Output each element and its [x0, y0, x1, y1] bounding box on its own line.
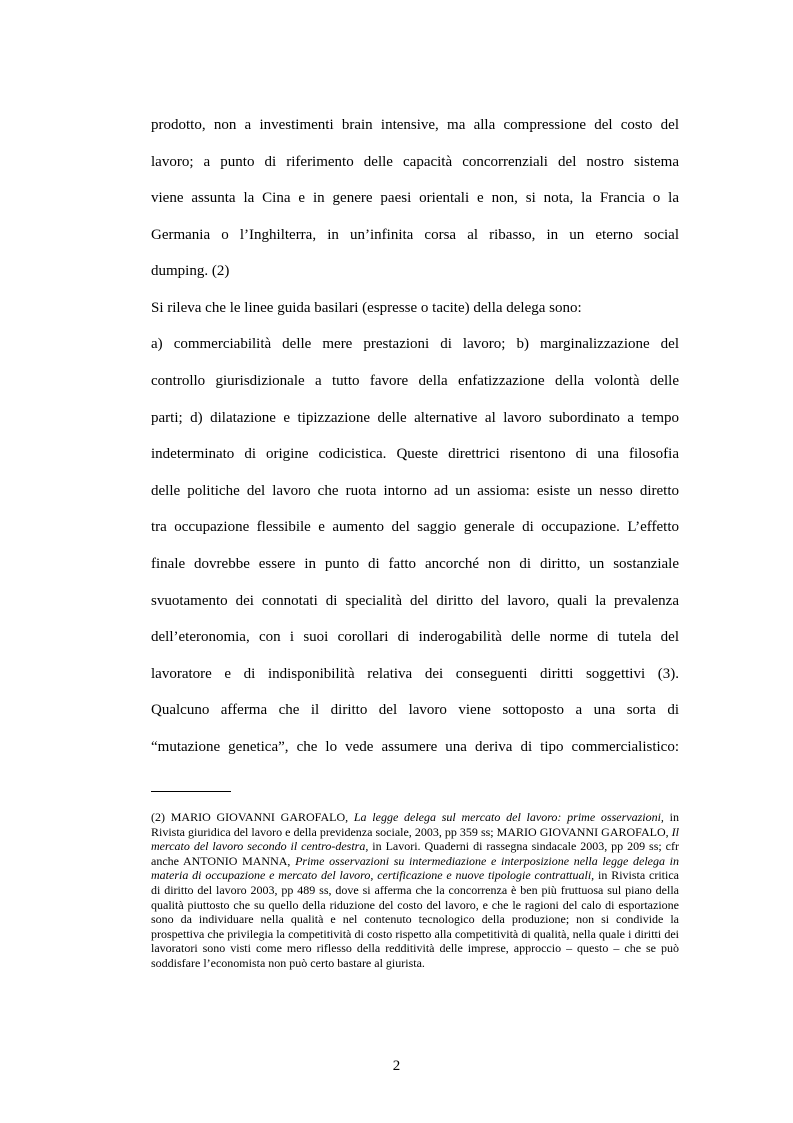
body-line-2: lavoro; a punto di riferimento delle capacità concorrenziali del nostro sistema	[151, 154, 679, 170]
body-line-13: finale dovrebbe essere in punto di fatto ancorché non di diritto, un sostanziale	[151, 556, 679, 572]
body-line-16: lavoratore e di indisponibilità relativa dei conseguenti diritti soggettivi (3).	[151, 666, 679, 682]
body-line-12: tra occupazione flessibile e aumento del saggio generale di occupazione. L’effetto	[151, 519, 679, 535]
body-line-1: prodotto, non a investimenti brain intensive, ma alla compressione del costo del	[151, 117, 679, 133]
body-line-11: delle politiche del lavoro che ruota intorno ad un assioma: esiste un nesso diretto	[151, 483, 679, 499]
body-line-18: “mutazione genetica”, che lo vede assumere una deriva di tipo commercialistico:	[151, 739, 679, 755]
footnote-text: (2) MARIO GIOVANNI GAROFALO,	[151, 810, 354, 824]
footnote-text: in Rivista critica di diritto del lavoro 2003, pp 489 ss, dove si afferma che la concorrenza è ben più fruttuosa sul piano della qualità piuttosto che su quello della riduzione del costo del lavoro, e che le ragioni del calo di esportazione sono da individuare nella qualità e nel contenuto tecnologico della produzione; non si condivide la prospettiva che privilegia la competitività di costo rispetto alla competitività di qualità, nella quale i diritti dei lavoratori sono visti come mero riflesso della redditività delle imprese, approccio – questo – che se può soddisfare l’economista non può certo bastare al giurista.	[151, 868, 680, 970]
footnote-title-2: Il mercato del lavoro secondo il centro-destra,	[151, 824, 679, 854]
footnote-title-3: Prime osservazioni su intermediazione e interposizione nella legge delega in materia di occupazione e mercato del lavoro, certificazione e nuove tipologie contrattuali,	[151, 853, 679, 883]
footnote-text: in Lavori. Quaderni di rassegna sindacale 2003, pp 209 ss; cfr anche ANTONIO MANNA,	[151, 839, 679, 868]
body-line-7: a) commerciabilità delle mere prestazioni di lavoro; b) marginalizzazione del	[151, 336, 679, 352]
body-line-6: Si rileva che le linee guida basilari (espresse o tacite) della delega sono:	[151, 300, 582, 316]
body-line-17: Qualcuno afferma che il diritto del lavoro viene sottoposto a una sorta di	[151, 702, 679, 718]
body-line-3: viene assunta la Cina e in genere paesi orientali e non, si nota, la Francia o la	[151, 190, 679, 206]
body-line-8: controllo giurisdizionale a tutto favore della enfatizzazione della volontà delle	[151, 373, 679, 389]
footnote-2	[151, 810, 679, 971]
body-line-10: indeterminato di origine codicistica. Queste direttrici risentono di una filosofia	[151, 446, 679, 462]
footnote-separator	[151, 791, 231, 792]
page-number: 2	[392, 1058, 401, 1074]
footnote-text: in Rivista giuridica del lavoro e della previdenza sociale, 2003, pp 359 ss; MARIO GIOVANNI GAROFALO,	[151, 810, 679, 839]
footnote-title-1: La legge delega sul mercato del lavoro: prime osservazioni,	[353, 810, 664, 824]
body-line-14: svuotamento dei connotati di specialità del diritto del lavoro, quali la prevalenza	[151, 593, 679, 609]
body-line-5: dumping. (2)	[151, 263, 230, 279]
body-line-4: Germania o l’Inghilterra, in un’infinita corsa al ribasso, in un eterno social	[151, 227, 679, 243]
body-line-9: parti; d) dilatazione e tipizzazione delle alternative al lavoro subordinato a tempo	[151, 410, 679, 426]
body-line-15: dell’eteronomia, con i suoi corollari di inderogabilità delle norme di tutela del	[151, 629, 679, 645]
